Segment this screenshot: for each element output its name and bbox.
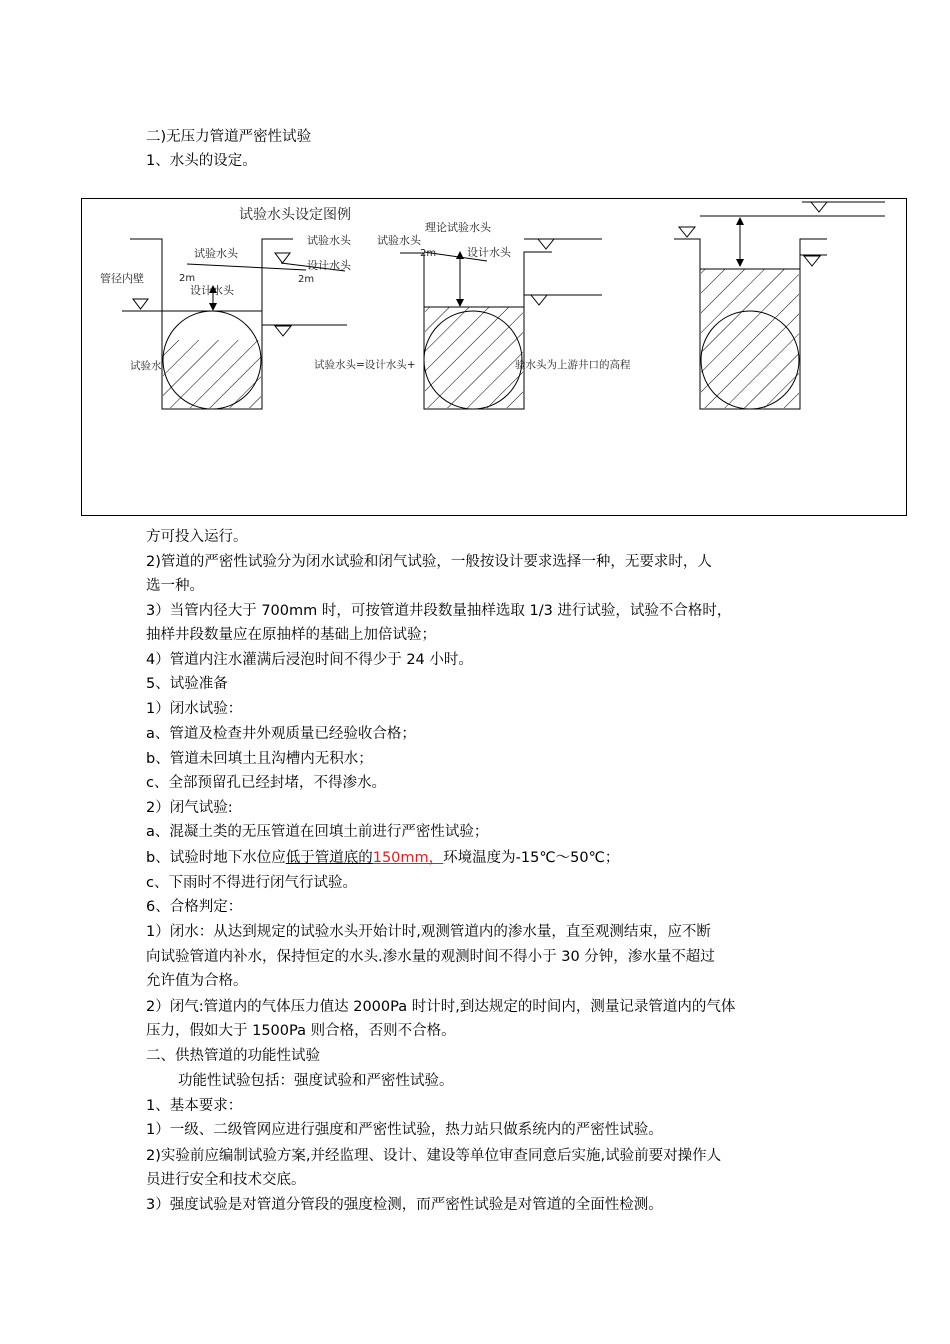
test-head-label: 试验水头 [194, 247, 238, 260]
paragraph: 1）一级、二级管网应进行强度和严密性试验，热力站只做系统内的严密性试验。 [146, 1122, 663, 1138]
paragraph: 允许值为合格。 [146, 973, 248, 989]
caption-c: 验水头为上游井口的高程 [515, 359, 631, 371]
design-head-label: 设计水头 [190, 284, 234, 297]
test-head-diagram [81, 198, 907, 516]
subsection-heading: 1、水头的设定。 [146, 153, 257, 169]
paragraph: b、管道未回填土且沟槽内无积水； [146, 751, 373, 767]
paragraph: a、管道及检查井外观质量已经验收合格； [146, 726, 416, 742]
paragraph: 抽样井段数量应在原抽样的基础上加倍试验； [146, 627, 436, 643]
paragraph: 2）闭气试验: [146, 800, 233, 816]
paragraph: 3）强度试验是对管道分管段的强度检测，而严密性试验是对管道的全面性检测。 [146, 1197, 663, 1213]
theory-head-label: 理论试验水头 [425, 221, 491, 234]
diagram-c [674, 202, 885, 409]
underlined-text: 低于管道底的 [285, 850, 373, 866]
diagram-b [314, 220, 631, 409]
paragraph [146, 848, 816, 868]
paragraph: 向试验管道内补水，保持恒定的水头.渗水量的观测时间不得小于 30 分钟，渗水量不超过 [146, 949, 715, 965]
paragraph: 方可投入运行。 [146, 529, 248, 545]
paragraph: 4）管道内注水灌满后浸泡时间不得少于 24 小时。 [146, 652, 473, 668]
paragraph: 1、基本要求： [146, 1098, 243, 1114]
paragraph: 1）闭水试验： [146, 701, 243, 717]
caption-a: 试验水 [130, 360, 162, 372]
paragraph: 2）闭气:管道内的气体压力值达 2000Pa 时计时,到达规定的时间内，测量记录管道内的气体 [146, 999, 736, 1015]
paragraph-text: 环境温度为-15℃～50℃； [443, 850, 620, 866]
paragraph: 6、合格判定： [146, 899, 243, 915]
paragraph: 选一种。 [146, 578, 204, 594]
highlighted-value: 150mm， [372, 850, 444, 866]
test-head-label: 试验水头 [307, 234, 351, 247]
section-heading: 二、供热管道的功能性试验 [146, 1048, 320, 1064]
paragraph-text: b、试验时地下水位应 [146, 850, 286, 866]
design-head-label: 设计水头 [307, 259, 351, 272]
paragraph: 1）闭水：从达到规定的试验水头开始计时,观测管道内的渗水量，直至观测结束，应不断 [146, 924, 711, 940]
paragraph: 功能性试验包括：强度试验和严密性试验。 [178, 1073, 454, 1089]
two-m-label: 2m [420, 248, 437, 259]
pipe-wall-label: 管径内壁 [100, 272, 144, 285]
paragraph: 2)管道的严密性试验分为闭水试验和闭气试验，一般按设计要求选择一种，无要求时，人 [146, 554, 712, 570]
paragraph: 3）当管内径大于 700mm 时，可按管道井段数量抽样选取 1/3 进行试验，试验不合格时， [146, 603, 732, 619]
paragraph: c、全部预留孔已经封堵，不得渗水。 [146, 775, 386, 791]
two-m-label: 2m [298, 274, 315, 285]
design-head-label: 设计水头 [467, 246, 511, 259]
paragraph: 5、试验准备 [146, 676, 228, 692]
test-head-label: 试验水头 [377, 234, 421, 247]
paragraph: 员进行安全和技术交底。 [146, 1172, 306, 1188]
caption-b: 试验水头=设计水头+ [314, 359, 416, 371]
two-m-label: 2m [179, 273, 196, 284]
paragraph: c、下雨时不得进行闭气行试验。 [146, 875, 357, 891]
diagram-a [100, 233, 352, 409]
paragraph: 2)实验前应编制试验方案,并经监理、设计、建设等单位审查同意后实施,试验前要对操作人 [146, 1148, 722, 1164]
diagram-title: 试验水头设定图例 [239, 207, 351, 223]
paragraph: 压力，假如大于 1500Pa 则合格，否则不合格。 [146, 1023, 456, 1039]
paragraph: a、混凝土类的无压管道在回填土前进行严密性试验； [146, 824, 489, 840]
section-heading: 二)无压力管道严密性试验 [146, 129, 312, 145]
